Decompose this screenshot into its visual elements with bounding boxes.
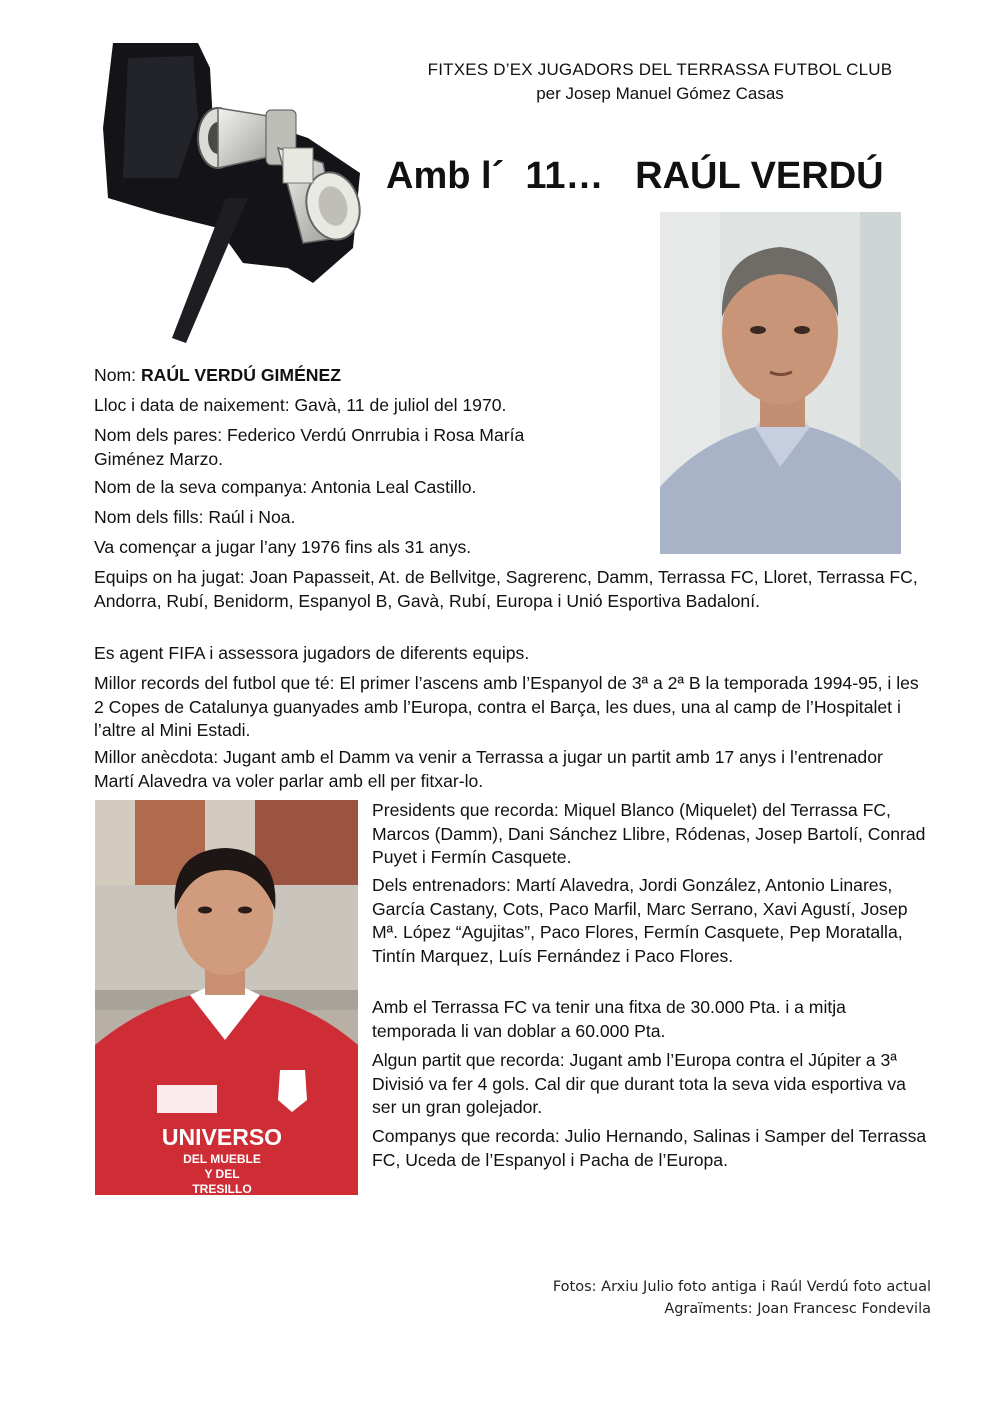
coaches-field: Dels entrenadors: Martí Alavedra, Jordi González, Antonio Linares, García Castany, Cots, Paco Marfil, Marc Serrano, Xavi Agustí, Josep Mª. López “Agujitas”, Paco Flores, Fermín Casquete, Pep Moratalla, Tintín Marquez, Luís Fernández i Paco Flores. <box>372 875 908 966</box>
name-value: RAÚL VERDÚ GIMÉNEZ <box>140 365 341 385</box>
birth-field: Lloc i data de naixement: Gavà, 11 de juliol del 1970. <box>94 395 507 415</box>
name-label: Nom: <box>94 365 141 385</box>
anecdote-field: Millor anècdota: Jugant amb el Damm va venir a Terrassa a jugar un partit amb 17 anys i l’entrenador Martí Alavedra va voler parlar amb ell per fitxar-lo. <box>94 747 883 791</box>
children-field: Nom dels fills: Raúl i Noa. <box>94 507 296 527</box>
records-field: Millor records del futbol que té: El primer l’ascens amb l’Espanyol de 3ª a 2ª B la temporada 1994-95, i les 2 Copes de Catalunya guanyades amb l’Europa, contra el Barça, les dues, una al camp de l’Hospitalet i l’altre al Mini Estadi. <box>94 673 919 740</box>
photo-credits: Fotos: Arxiu Julio foto antiga i Raúl Verdú foto actual <box>552 1279 931 1295</box>
name-field <box>94 364 594 388</box>
contract-field: Amb el Terrassa FC va tenir una fitxa de 30.000 Pta. i a mitja temporada li van doblar a 60.000 Pta. <box>372 997 846 1041</box>
parents-line-1: Nom dels pares: Federico Verdú Onrrubia i Rosa María <box>94 425 525 445</box>
old-team-photo <box>95 800 358 1195</box>
career-start-field: Va començar a jugar l’any 1976 fins als 31 anys. <box>94 537 472 557</box>
shirt-sponsor: UNIVERSO <box>161 1124 283 1150</box>
shirt-line-4: TRESILLO <box>192 1182 252 1195</box>
page-title: Amb l´ 11… RAÚL VERDÚ <box>386 155 884 197</box>
teams-field: Equips on ha jugat: Joan Papasseit, At. de Bellvitge, Sagrerenc, Damm, Terrassa FC, Lloret, Terrassa FC, Andorra, Rubí, Benidorm, Espanyol B, Gavà, Rubí, Europa i Unió Esportiva Badaloní. <box>94 567 918 611</box>
agent-field: Es agent FIFA i assessora jugadors de diferents equips. <box>94 643 530 663</box>
match-field: Algun partit que recorda: Jugant amb l’Europa contra el Júpiter a 3ª Divisió va fer 4 gols. Cal dir que durant tota la seva vida esportiva va ser un gran golejador. <box>372 1050 906 1117</box>
parents-field <box>94 424 654 471</box>
parents-line-2: Giménez Marzo. <box>94 448 224 469</box>
shirt-line-3: Y DEL <box>204 1167 240 1181</box>
teammates-field: Companys que recorda: Julio Hernando, Salinas i Samper del Terrassa FC, Uceda de l’Espanyol i Pacha de l’Europa. <box>372 1126 927 1170</box>
presidents-field: Presidents que recorda: Miquel Blanco (Miquelet) del Terrassa FC, Marcos (Damm), Dani Sánchez Llibre, Ródenas, Josep Bartolí, Conrad Puyet i Fermín Casquete. <box>372 800 926 867</box>
shirt-line-2: DEL MUEBLE <box>183 1152 261 1166</box>
author-byline: per Josep Manuel Gómez Casas <box>536 84 784 103</box>
current-portrait-photo <box>660 212 901 554</box>
acknowledgements: Agraïments: Joan Francesc Fondevila <box>664 1301 931 1317</box>
megaphone-icon <box>98 38 368 343</box>
series-heading: FITXES D’EX JUGADORS DEL TERRASSA FUTBOL CLUB <box>427 60 893 79</box>
partner-field: Nom de la seva companya: Antonia Leal Castillo. <box>94 477 477 497</box>
